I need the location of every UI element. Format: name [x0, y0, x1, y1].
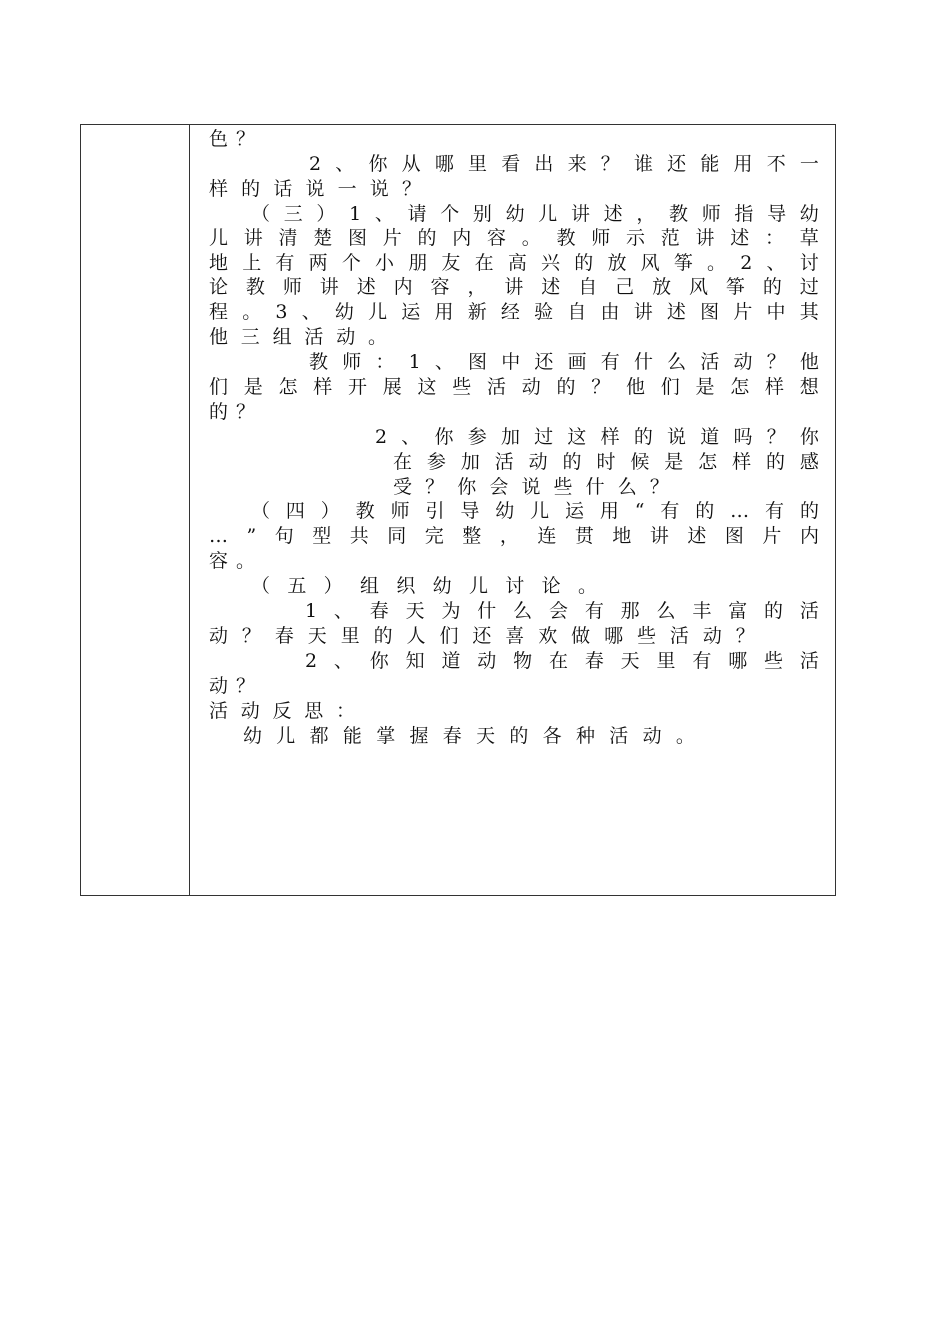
text-line: 地 上 有 两 个 小 朋 友 在 高 兴 的 放 风 筝 。 2 、 讨 — [209, 252, 819, 274]
text-line: 们 是 怎 样 开 展 这 些 活 动 的 ？ 他 们 是 怎 样 想 — [209, 376, 819, 398]
text-line: 程 。 3 、 幼 儿 运 用 新 经 验 自 由 讲 述 图 片 中 其 — [209, 301, 819, 323]
text-line: 受 ？ 你 会 说 些 什 么 ？ — [393, 476, 669, 498]
text-line: 动 ？ 春 天 里 的 人 们 还 喜 欢 做 哪 些 活 动 ？ — [209, 625, 755, 647]
text-line: 教 师 ： 1 、 图 中 还 画 有 什 么 活 动 ？ 他 — [309, 351, 819, 373]
text-line: （ 五 ） 组 织 幼 儿 讨 论 。 — [251, 575, 597, 597]
text-line: 2 、 你 参 加 过 这 样 的 说 道 吗 ？ 你 — [375, 426, 819, 448]
text-line: 活 动 反 思 ： — [209, 700, 355, 722]
text-line: 容 。 — [209, 550, 255, 572]
text-line: 样 的 话 说 一 说 ？ — [209, 178, 421, 200]
text-line: （ 四 ） 教 师 引 导 幼 儿 运 用 “ 有 的 … 有 的 — [251, 500, 819, 522]
text-line: … ” 句 型 共 同 完 整 ， 连 贯 地 讲 述 图 片 内 — [209, 525, 819, 547]
text-line: 色 ？ — [209, 128, 255, 150]
lesson-table — [80, 124, 836, 896]
text-line: （ 三 ） 1 、 请 个 别 幼 儿 讲 述 ， 教 师 指 导 幼 — [251, 203, 819, 225]
text-line: 论 教 师 讲 述 内 容 ， 讲 述 自 己 放 风 筝 的 过 — [209, 276, 819, 298]
table-left-cell — [81, 125, 190, 895]
text-line: 儿 讲 清 楚 图 片 的 内 容 。 教 师 示 范 讲 述 ： 草 — [209, 227, 819, 249]
text-line: 他 三 组 活 动 。 — [209, 326, 387, 348]
text-line: 2 、 你 知 道 动 物 在 春 天 里 有 哪 些 活 — [305, 650, 819, 672]
text-line: 动 ？ — [209, 675, 255, 697]
text-line: 幼 儿 都 能 掌 握 春 天 的 各 种 活 动 。 — [243, 725, 695, 747]
text-line: 在 参 加 活 动 的 时 候 是 怎 样 的 感 — [393, 451, 819, 473]
text-line: 2 、 你 从 哪 里 看 出 来 ？ 谁 还 能 用 不 一 — [309, 153, 819, 175]
text-line: 的 ？ — [209, 401, 255, 423]
text-line: 1 、 春 天 为 什 么 会 有 那 么 丰 富 的 活 — [305, 600, 819, 622]
